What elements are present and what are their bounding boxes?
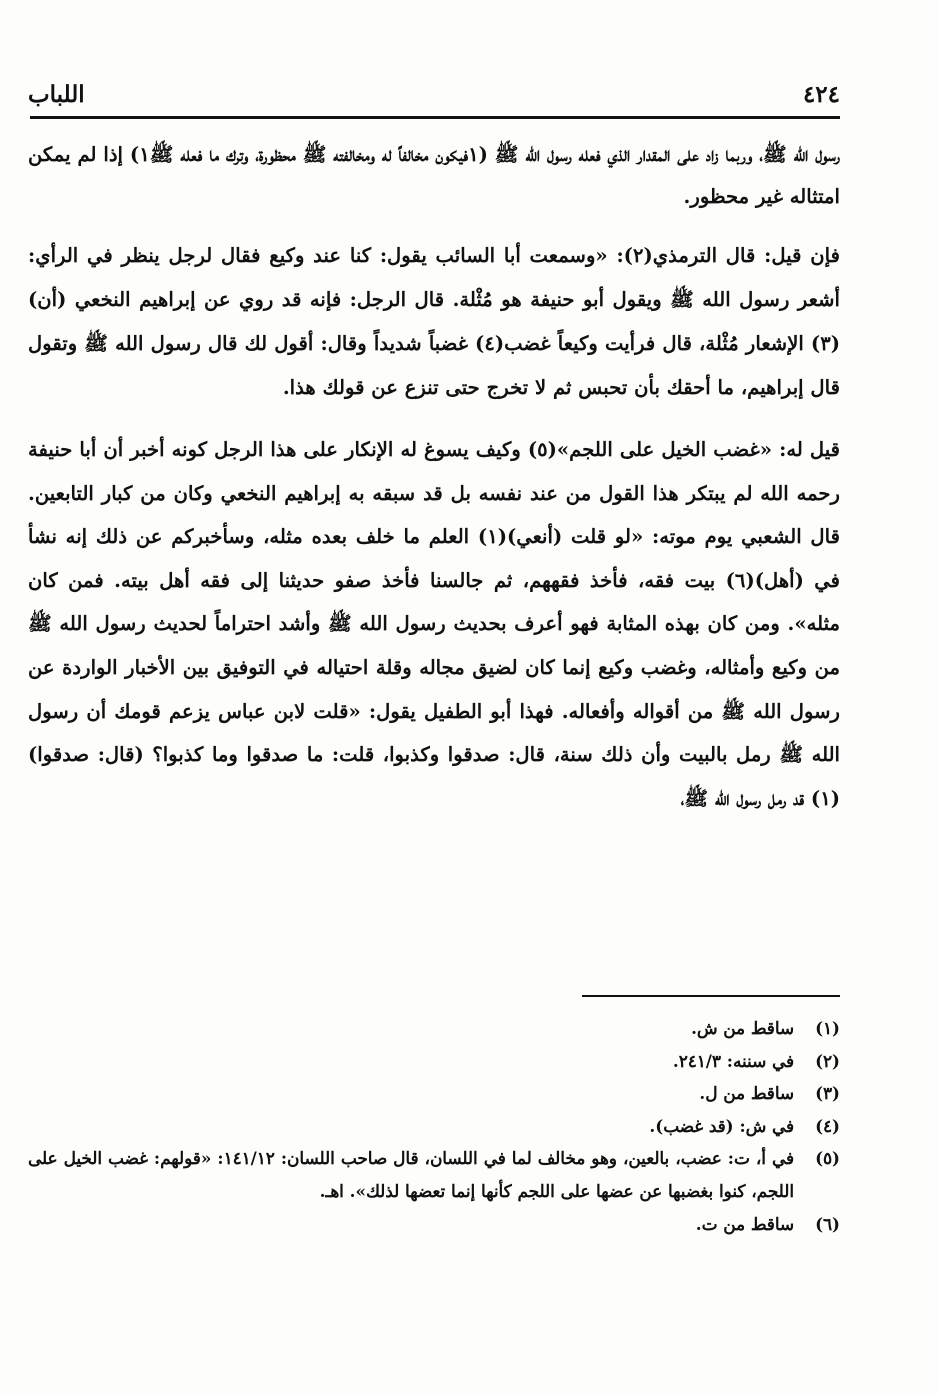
main-text: [28, 134, 840, 820]
footnote: [28, 1045, 840, 1078]
footnote-number: (٢): [815, 1050, 840, 1071]
paragraph: فإن قيل: قال الترمذي(٢): «وسمعت أبا السائب يقول: كنا عند وكيع فقال لرجل ينظر في الرأي: أشعر رسول الله ﷺ ويقول أبو حنيفة هو مُثْلة. قال الرجل: فإنه قد روي عن إبراهيم النخعي (أن)(٣) الإشعار مُثْلة، قال فرأيت وكيعاً غضب(٤) غضباً شديداً وقال: أقول لك قال رسول الله ﷺ وتقول قال إبراهيم، ما أحقك بأن تحبس ثم لا تخرج حتى تنزع عن قولك هذا.: [28, 244, 841, 399]
page-number: ٤٢٤: [802, 80, 840, 108]
paragraph: رسول الله ﷺ، وربما زاد على المقدار الذي فعله رسول الله ﷺ (١فيكون مخالفاً له ومخالفته ﷺ محظورة، وترك ما فعله ﷺ١) إذا لم يمكن امتثاله غير محظور.: [28, 143, 840, 208]
footnote-text: في أ، ت: عضب، بالعين، وهو مخالف لما في اللسان، قال صاحب اللسان: ١٤١/١٢: «قولهم: غضب الخيل على اللجم، كنوا بغضبها عن عضها على اللجم كأنها إنما تعضها لذلك». اهـ.: [28, 1148, 795, 1201]
footnote-separator: [582, 995, 840, 997]
footnote-number: (٦): [815, 1213, 840, 1234]
footnote-text: ساقط من ش.: [691, 1018, 794, 1038]
page-header: [28, 74, 840, 114]
footnote: [28, 1110, 840, 1143]
footnote-number: (٤): [815, 1115, 840, 1136]
footnote-text: في سننه: ٢٤١/٣.: [672, 1050, 794, 1071]
footnote: [28, 1077, 840, 1110]
footnote-number: (٥): [815, 1148, 840, 1169]
footnote: [28, 1142, 840, 1207]
footnote: [28, 1208, 840, 1241]
footnote-number: (٣): [815, 1083, 840, 1104]
running-title: اللباب: [28, 80, 85, 108]
footnote-number: (١): [815, 1018, 840, 1038]
header-rule: [30, 116, 840, 119]
footnotes: [28, 1012, 840, 1240]
paragraph: قيل له: «غضب الخيل على اللجم»(٥) وكيف يسوغ له الإنكار على هذا الرجل كونه أخبر أن أبا حنيفة رحمه الله لم يبتكر هذا القول من عند نفسه بل قد سبقه به إبراهيم النخعي وكان من كبار التابعين. قال الشعبي يوم موته: «لو قلت (أنعي)(١) العلم ما خلف بعده مثله، وسأخبركم عن ذلك إنه نشأ في (أهل)(٦) بيت فقه، فأخذ فقههم، ثم جالسنا فأخذ صفو حديثنا إلى فقه أهل بيته. فمن كان مثله». ومن كان بهذه المثابة فهو أعرف بحديث رسول الله ﷺ وأشد احتراماً لحديث رسول الله ﷺ من وكيع وأمثاله، وغضب وكيع إنما كان لضيق مجاله وقلة احتياله في التوفيق بين الأخبار الواردة عن رسول الله ﷺ من أقواله وأفعاله. فهذا أبو الطفيل يقول: «قلت لابن عباس يزعم قومك أن رسول الله ﷺ رمل بالبيت وأن ذلك سنة، قال: صدقوا وكذبوا، قلت: ما صدقوا وما كذبوا؟ (قال: صدقوا)(١) قد رمل رسول الله ﷺ،: [28, 438, 841, 810]
footnote-text: ساقط من ت.: [695, 1213, 794, 1234]
footnote-text: في ش: (قد غضب).: [649, 1115, 794, 1136]
footnote: [28, 1012, 840, 1045]
footnote-text: ساقط من ل.: [699, 1083, 794, 1104]
